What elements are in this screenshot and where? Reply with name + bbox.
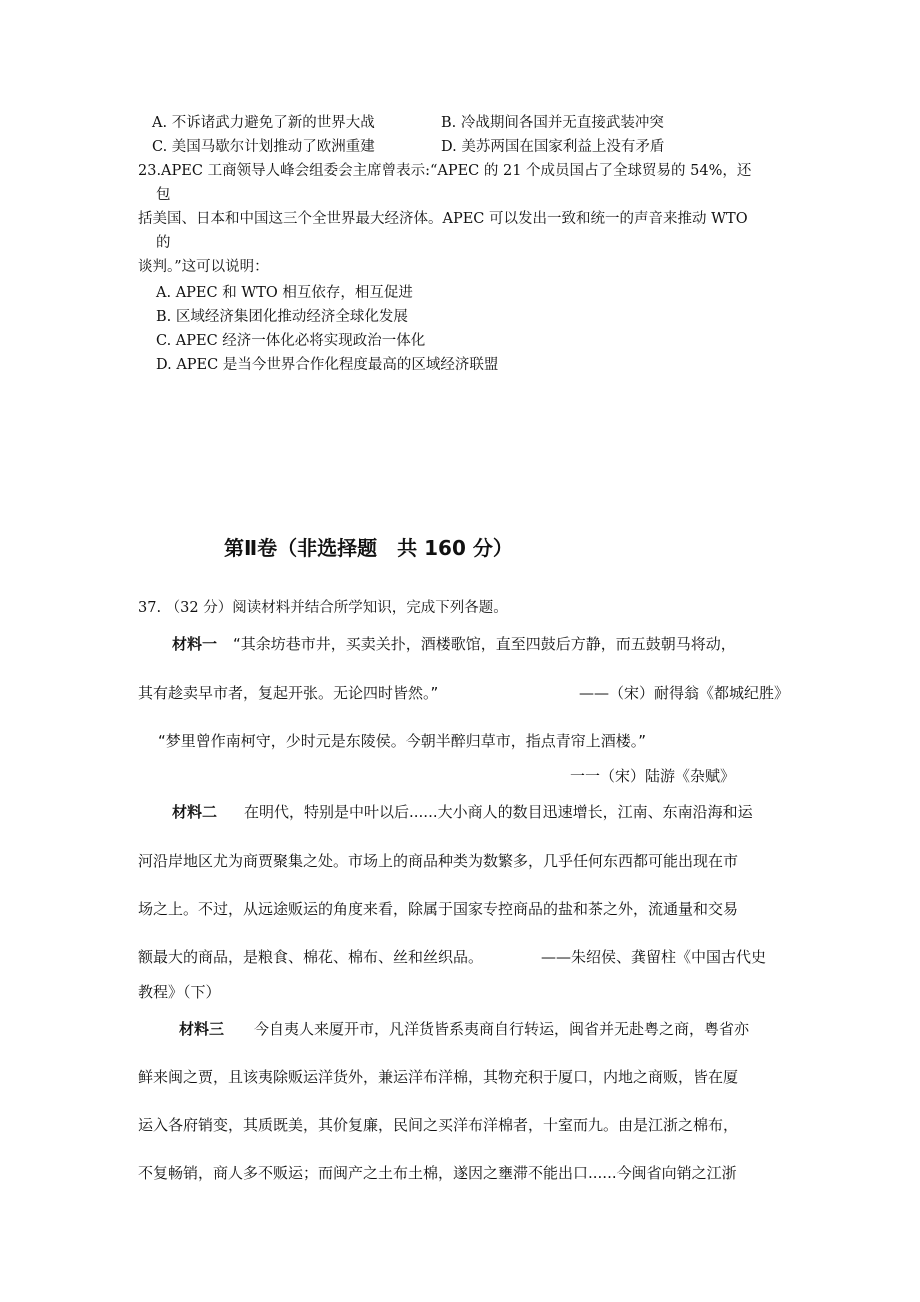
material-1-poem-source: 一一（宋）陆游《杂赋》 (570, 767, 736, 785)
material-3-line: 不复畅销，商人多不贩运；而闽产之土布土棉，遂因之壅滞不能出口......今闽省向销之江浙 (138, 1164, 737, 1182)
q23-option-a: A. APEC 和 WTO 相互依存，相互促进 (156, 285, 413, 301)
section-title: 第Ⅱ卷（非选择题 共 160 分） (224, 536, 513, 560)
material-3-label: 材料三 (179, 1020, 225, 1038)
material-2-source: ——朱绍侯、龚留柱《中国古代史 (541, 948, 767, 966)
q22-option-d: D. 美苏两国在国家利益上没有矛盾 (441, 139, 665, 155)
q22-option-a: A. 不诉诸武力避免了新的世界大战 (152, 115, 375, 131)
q23-stem-line: 23.APEC 工商领导人峰会组委会主席曾表示:“APEC 的 21 个成员国占了全球贸易的 54%，还 (138, 163, 752, 179)
material-2-label: 材料二 (172, 803, 218, 821)
material-1-source: ——（宋）耐得翁《都城纪胜》 (579, 684, 790, 702)
material-1-poem: “梦里曾作南柯守，少时元是东陵侯。今朝半醉归草市，指点青帘上酒楼。” (158, 732, 647, 750)
material-2-line: 额最大的商品，是粮食、棉花、棉布、丝和丝织品。 (138, 948, 484, 966)
material-3-line: 鲜来闽之贾，且该夷除贩运洋货外，兼运洋布洋棉，其物充积于厦口，内地之商贩，皆在厦 (138, 1068, 739, 1086)
q23-stem-line: 括美国、日本和中国这三个全世界最大经济体。APEC 可以发出一致和统一的声音来推动 WTO (138, 211, 748, 227)
material-1-line: 其有趁卖早市者，复起开张。无论四时皆然。” (138, 684, 439, 702)
material-2-line: 场之上。不过，从远途贩运的角度来看，除属于国家专控商品的盐和茶之外，流通量和交易 (138, 900, 739, 918)
q23-stem-line: 包 (156, 187, 171, 203)
q23-stem-line: 谈判。”这可以说明： (138, 259, 269, 275)
q23-option-c: C. APEC 经济一体化必将实现政治一体化 (156, 333, 426, 349)
material-2-line: 在明代，特别是中叶以后......大小商人的数目迅速增长，江南、东南沿海和运 (244, 803, 753, 821)
material-2-line: 河沿岸地区尤为商贾聚集之处。市场上的商品种类为数繁多，几乎任何东西都可能出现在市 (138, 852, 739, 870)
material-3-line: 运入各府销变，其质既美，其价复廉，民间之买洋布洋棉者，十室而九。由是江浙之棉布， (138, 1116, 739, 1134)
q22-option-b: B. 冷战期间各国并无直接武装冲突 (441, 115, 664, 131)
q23-option-d: D. APEC 是当今世界合作化程度最高的区域经济联盟 (156, 357, 499, 373)
q23-option-b: B. 区域经济集团化推动经济全球化发展 (156, 309, 408, 325)
material-3-line: 今自夷人来厦开市，凡洋货皆系夷商自行转运，闽省并无赴粤之商，粤省亦 (254, 1020, 750, 1038)
q23-stem-line: 的 (156, 235, 171, 251)
q37-stem: 37. （32 分）阅读材料并结合所学知识，完成下列各题。 (138, 600, 508, 616)
material-2-source: 教程》（下） (138, 983, 221, 1001)
material-1-label: 材料一 (172, 635, 218, 653)
material-1-line: “其余坊巷市井，买卖关扑，酒楼歌馆，直至四鼓后方静，而五鼓朝马将动， (233, 635, 736, 653)
q22-option-c: C. 美国马歇尔计划推动了欧洲重建 (152, 139, 375, 155)
